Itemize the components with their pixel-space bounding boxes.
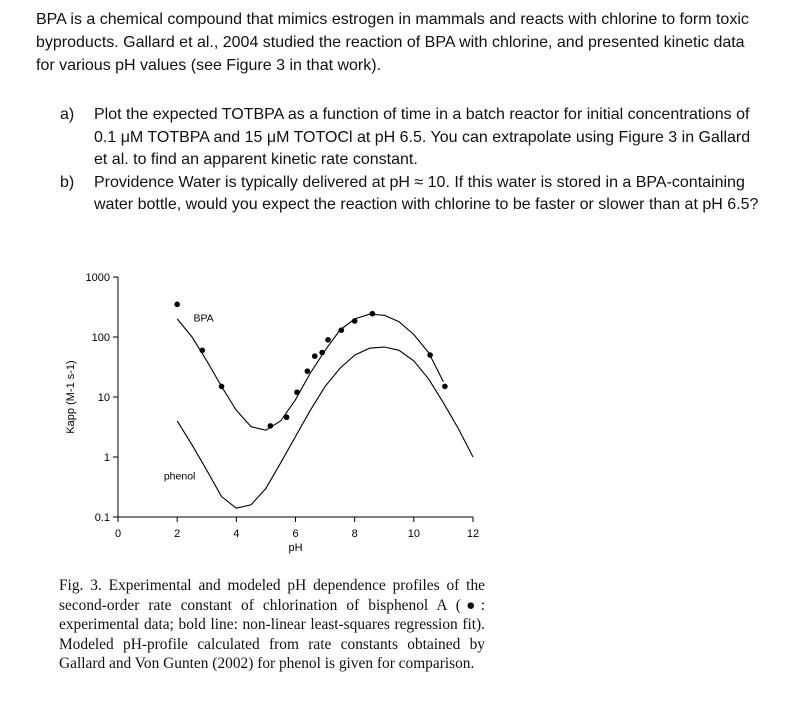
figure-caption: Fig. 3. Experimental and modeled pH dependence profiles of the second-order rate constant of chlorination of bisphenol A (●: experimental data; bold line: non-linear least-squares regression fit). Modeled pH-profile calculated from rate constants obtained by Gallard and Von Gunten (2002) for phenol is given for comparison. xyxy=(59,577,485,672)
question-a-label: a) xyxy=(60,106,75,123)
y-tick-label: 100 xyxy=(91,332,110,344)
y-tick-label: 1000 xyxy=(85,272,110,284)
question-a-text: Plot the expected TOTBPA as a function of time in a batch reactor for initial concentrations of 0.1 μM TOTBPA and 15 μM TOTOCl at pH 6.5. You can extrapolate using Figure 3 in Gallard et al. to find an apparent kinetic rate constant. xyxy=(94,106,751,168)
annotation-phenol: phenol xyxy=(163,470,196,483)
y-axis-title: Kapp (M-1 s-1) xyxy=(65,360,77,434)
BPA-data-point xyxy=(284,414,290,420)
BPA-data-point xyxy=(219,384,225,390)
chart-labels xyxy=(164,313,214,483)
x-tick-label: 0 xyxy=(114,528,122,540)
y-tick-label: 1 xyxy=(103,452,110,464)
BPA-data-point xyxy=(174,302,180,308)
BPA-data-point xyxy=(319,350,325,356)
BPA-data-point xyxy=(442,384,448,390)
chart-lines xyxy=(177,314,473,508)
question-b-label: b) xyxy=(60,173,75,191)
question-b-text: Providence Water is typically delivered at pH ≈ 10. If this water is stored in a BPA-containing water bottle, would you expect the reaction with chlorine to be faster or slower than at pH 6.5? xyxy=(94,173,759,213)
x-tick-label: 12 xyxy=(466,528,480,540)
BPA-data-point xyxy=(370,311,376,317)
BPA-data-point xyxy=(268,423,274,429)
x-tick-label: 8 xyxy=(351,528,358,540)
BPA-data-point xyxy=(352,318,358,324)
x-tick-label: 4 xyxy=(233,528,240,540)
BPA-model-line xyxy=(177,314,443,430)
y-tick-label: 10 xyxy=(97,392,110,404)
intro-paragraph: BPA is a chemical compound that mimics estrogen in mammals and reacts with chlorine to form toxic byproducts. Gallard et al., 2004 studied the reaction of BPA with chlorine, and presented kinetic data for various pH values (see Figure 3 in that work). xyxy=(36,11,749,74)
BPA-data-point xyxy=(200,348,206,354)
x-axis-title: pH xyxy=(288,542,303,554)
BPA-data-point xyxy=(294,389,300,395)
x-tick-label: 10 xyxy=(407,528,420,540)
BPA-data-point xyxy=(427,352,433,358)
BPA-data-point xyxy=(339,327,345,333)
x-tick-label: 6 xyxy=(292,528,299,540)
figure-chart xyxy=(40,262,500,572)
kapp-chart xyxy=(40,262,500,572)
y-tick-label: 0.1 xyxy=(94,512,110,524)
chart-axes xyxy=(65,272,479,554)
phenol-model-line xyxy=(177,347,473,508)
BPA-data-point xyxy=(325,337,331,343)
question-a xyxy=(60,104,760,172)
question-b xyxy=(60,172,760,217)
annotation-bpa: BPA xyxy=(193,312,214,325)
BPA-data-point xyxy=(312,353,318,359)
x-tick-label: 2 xyxy=(174,528,181,540)
BPA-data-point xyxy=(305,368,311,374)
question-list xyxy=(60,104,760,217)
